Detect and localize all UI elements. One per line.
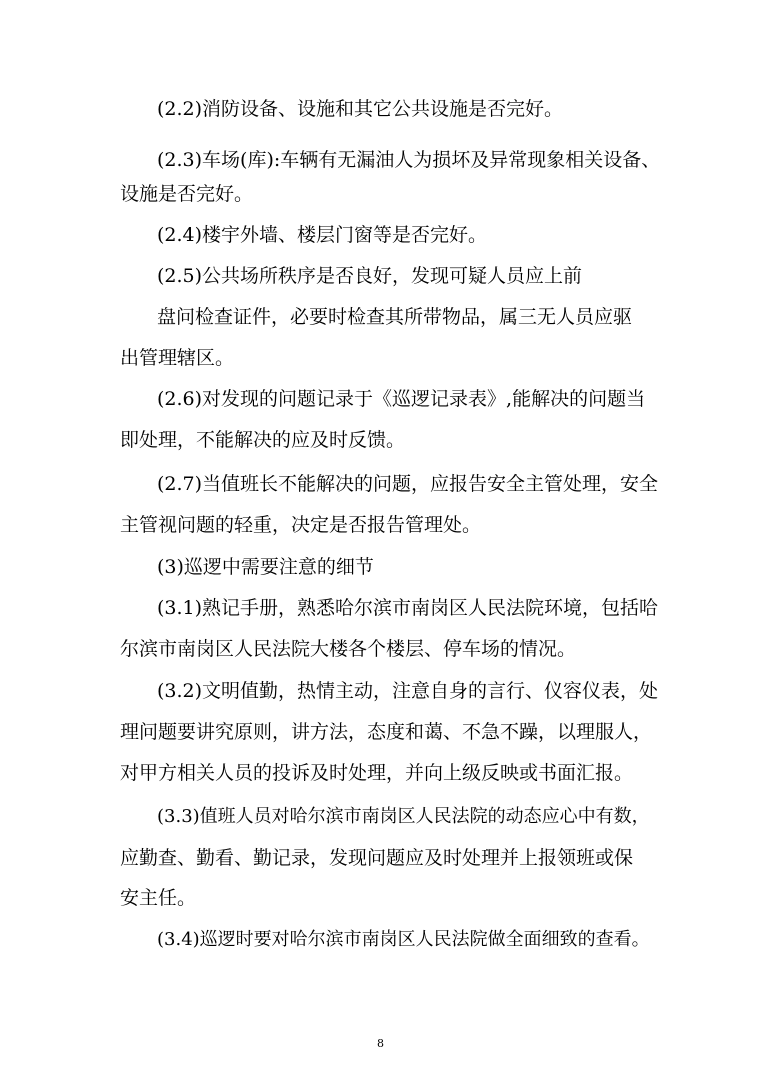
paragraph-line: 设施是否完好。 — [120, 183, 254, 205]
paragraph-line: (2.5)公共场所秩序是否良好，发现可疑人员应上前 — [157, 265, 583, 287]
paragraph-line: 即处理，不能解决的应及时反馈。 — [120, 429, 406, 451]
section-heading: (3)巡逻中需要注意的细节 — [157, 556, 374, 578]
paragraph-line: (2.2)消防设备、设施和其它公共设施是否完好。 — [157, 98, 564, 120]
paragraph-line: 理问题要讲究原则，讲方法，态度和蔼、不急不躁，以理服人， — [120, 721, 653, 743]
paragraph-line: (2.4)楼宇外墙、楼层门窗等是否完好。 — [157, 224, 488, 246]
paragraph-line: 对甲方相关人员的投诉及时处理，并向上级反映或书面汇报。 — [120, 762, 634, 784]
paragraph-line: 尔滨市南岗区人民法院大楼各个楼层、停车场的情况。 — [120, 638, 577, 660]
paragraph-line: 主管视问题的轻重，决定是否报告管理处。 — [120, 514, 482, 536]
paragraph-line: 出管理辖区。 — [120, 347, 235, 369]
page-number: 8 — [377, 1037, 384, 1050]
paragraph-line: (2.3)车场(库):车辆有无漏油人为损坏及异常现象相关设备、 — [157, 149, 661, 171]
paragraph-line: (3.2)文明值勤，热情主动，注意自身的言行、仪容仪表，处 — [157, 680, 659, 702]
paragraph-line: (3.4)巡逻时要对哈尔滨市南岗区人民法院做全面细致的查看。 — [157, 929, 650, 950]
paragraph-line: 安主任。 — [120, 887, 197, 909]
paragraph-line: (3.3)值班人员对哈尔滨市南岗区人民法院的动态应心中有数， — [157, 806, 650, 827]
paragraph-line: (3.1)熟记手册，熟悉哈尔滨市南岗区人民法院环境，包括哈 — [157, 597, 659, 619]
paragraph-line: (2.6)对发现的问题记录于《巡逻记录表》,能解决的问题当 — [157, 388, 646, 410]
paragraph-line: 应勤查、勤看、勤记录，发现问题应及时处理并上报领班或保 — [120, 847, 634, 869]
paragraph-line: (2.7)当值班长不能解决的问题，应报告安全主管处理，安全 — [157, 473, 659, 495]
paragraph-line: 盘问检查证件，必要时检查其所带物品，属三无人员应驱 — [157, 306, 633, 328]
